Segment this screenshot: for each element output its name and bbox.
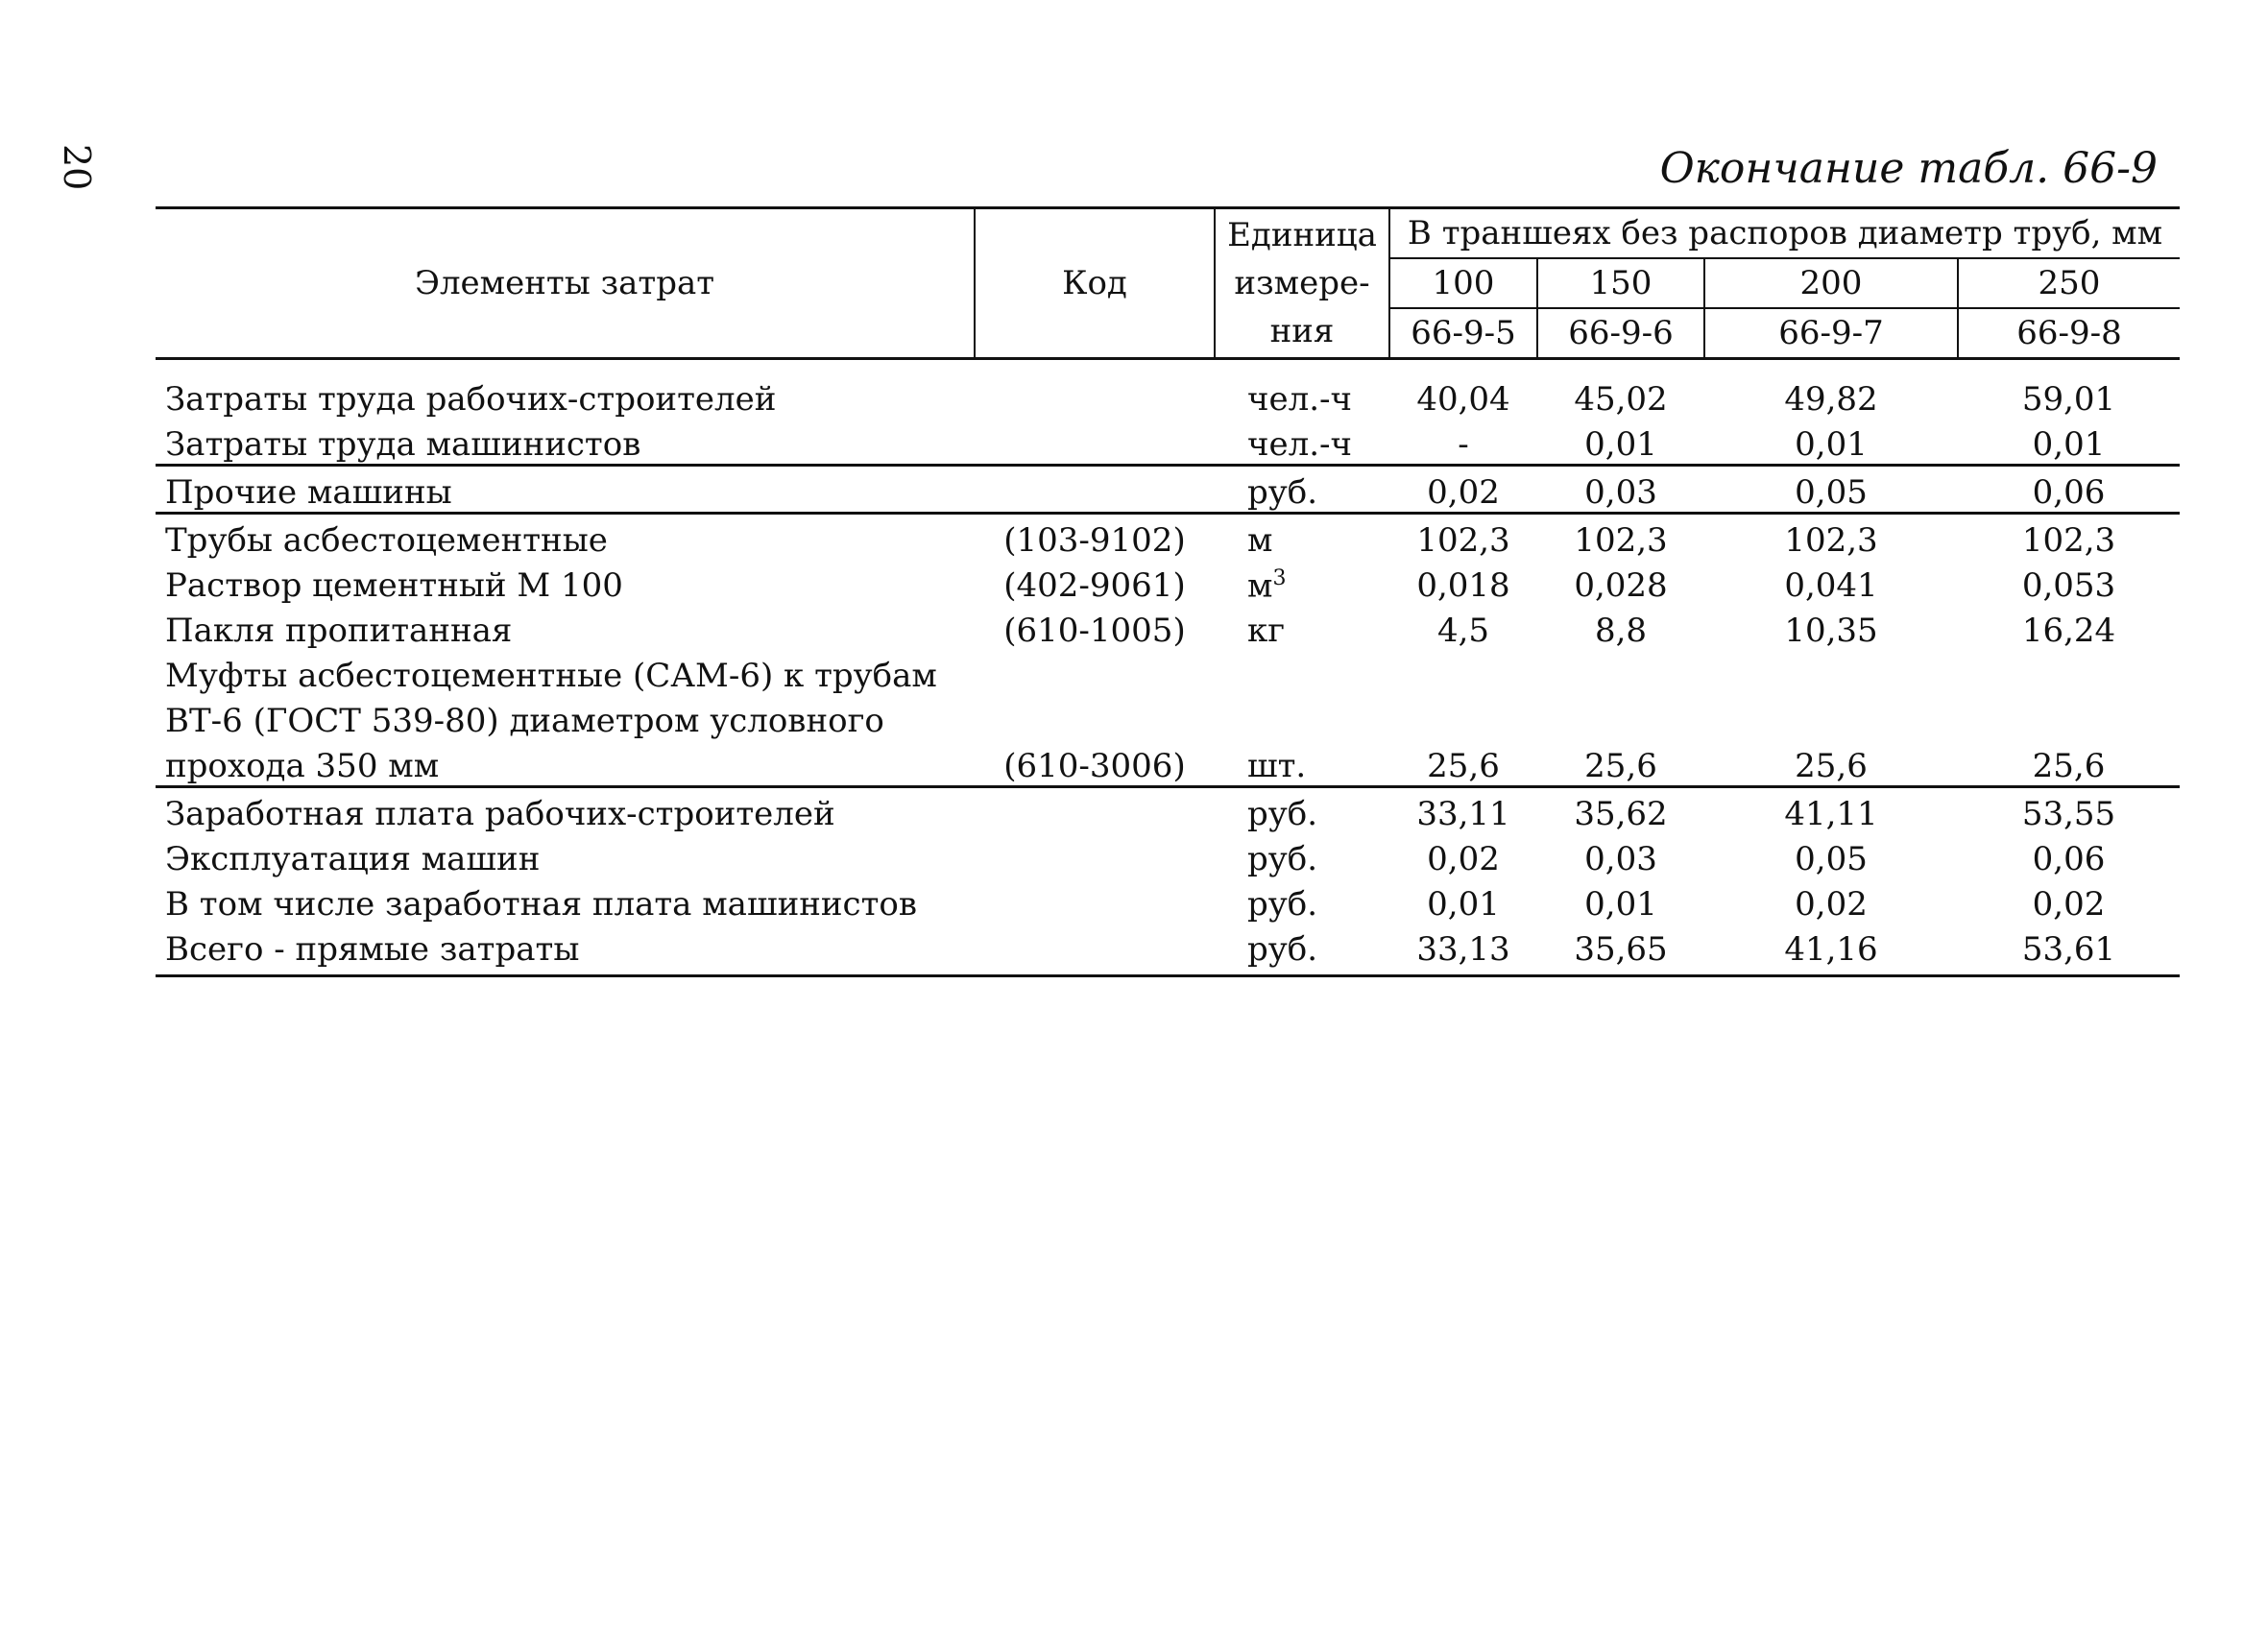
row-code: (402-9061) [1003, 566, 1186, 605]
row-value: 0,03 [1584, 840, 1657, 878]
row-code [975, 419, 1215, 466]
header-norm-code: 66-9-8 [1958, 308, 2180, 359]
row-value: 102,3 [2021, 521, 2116, 560]
row-value: 0,03 [1537, 466, 1704, 514]
row-name: Трубы асбестоцементные [165, 521, 608, 560]
row-value: 41,11 [1784, 795, 1878, 833]
row-code [975, 878, 1215, 924]
row-value: 0,041 [1784, 566, 1878, 605]
header-diameter: 100 [1389, 258, 1537, 308]
row-value: 33,13 [1389, 924, 1537, 976]
table-row [156, 514, 2180, 561]
row-value: 16,24 [2021, 612, 2116, 650]
row-value: 0,05 [1795, 840, 1868, 878]
row-name: Затраты труда машинистов [156, 419, 975, 466]
row-unit: руб. [1247, 840, 1318, 878]
row-name-line: Муфты асбестоцементные (САМ-6) к трубам [165, 657, 937, 695]
row-value: 0,02 [1427, 840, 1500, 878]
row-unit: руб. [1247, 795, 1318, 833]
unit-superscript: 3 [1272, 565, 1287, 590]
row-unit: чел.-ч [1247, 380, 1352, 419]
row-value: 53,55 [2021, 795, 2116, 833]
header-elements: Элементы затрат [156, 208, 975, 359]
row-value: 45,02 [1574, 380, 1668, 419]
row-unit: кг [1247, 612, 1286, 650]
row-code [975, 373, 1215, 419]
row-code [975, 466, 1215, 514]
table-row [156, 605, 2180, 650]
row-value: 0,01 [1958, 419, 2180, 466]
row-value: 33,11 [1416, 795, 1510, 833]
row-value: 0,05 [1704, 466, 1958, 514]
table-row [156, 924, 2180, 976]
row-value: 4,5 [1436, 612, 1490, 650]
row-name: Прочие машины [156, 466, 975, 514]
row-value: 102,3 [1416, 521, 1510, 560]
row-unit: руб. [1215, 924, 1389, 976]
row-name-line: прохода 350 мм [156, 740, 975, 787]
row-value: 0,01 [1584, 885, 1657, 924]
table-row [156, 466, 2180, 514]
cost-table [156, 206, 2180, 977]
row-value: 0,018 [1416, 566, 1510, 605]
row-value: 0,06 [1958, 466, 2180, 514]
table-row [156, 787, 2180, 834]
row-value: 0,02 [1389, 466, 1537, 514]
row-code: (610-3006) [975, 740, 1215, 787]
row-unit: м [1247, 521, 1273, 560]
row-code: (610-1005) [1003, 612, 1186, 650]
row-value: 49,82 [1784, 380, 1878, 419]
row-unit: чел.-ч [1215, 419, 1389, 466]
row-value: 35,62 [1574, 795, 1668, 833]
header-unit-line: ния [1269, 312, 1335, 350]
row-name: Затраты труда рабочих-строителей [165, 380, 777, 419]
row-value: 59,01 [2021, 380, 2116, 419]
page-number: 20 [56, 144, 98, 191]
header-code: Код [975, 208, 1215, 359]
row-value: 0,028 [1574, 566, 1668, 605]
row-code [975, 833, 1215, 878]
header-diameter: 200 [1704, 258, 1958, 308]
table-row [156, 878, 2180, 924]
table-row-continued [156, 695, 2180, 740]
table-caption: Окончание табл. 66-9 [1659, 144, 2158, 193]
row-value: 35,65 [1537, 924, 1704, 976]
row-value: 0,01 [1427, 885, 1500, 924]
header-norm-code: 66-9-6 [1537, 308, 1704, 359]
row-value: 25,6 [1704, 740, 1958, 787]
table-row-continued [156, 650, 2180, 695]
row-unit: руб. [1247, 885, 1318, 924]
row-name: Заработная плата рабочих-строителей [165, 795, 835, 833]
row-unit: руб. [1215, 466, 1389, 514]
header-unit-line: Единица [1227, 216, 1377, 254]
table-row [156, 419, 2180, 466]
unit-text: м [1247, 566, 1273, 605]
table-row [156, 560, 2180, 605]
row-value: 10,35 [1784, 612, 1878, 650]
row-name: Эксплуатация машин [165, 840, 541, 878]
row-name: В том числе заработная плата машинистов [165, 885, 918, 924]
row-value: 8,8 [1594, 612, 1648, 650]
header-unit-line: измере- [1234, 264, 1370, 302]
row-unit: шт. [1215, 740, 1389, 787]
header-norm-code: 66-9-5 [1389, 308, 1537, 359]
row-value: 25,6 [1389, 740, 1537, 787]
row-value: 102,3 [1574, 521, 1668, 560]
row-value: 53,61 [1958, 924, 2180, 976]
row-value: 25,6 [1537, 740, 1704, 787]
row-name-line: ВТ-6 (ГОСТ 539-80) диаметром условного [165, 702, 884, 740]
row-name: Пакля пропитанная [165, 612, 513, 650]
table-row [156, 740, 2180, 787]
row-name: Раствор цементный М 100 [165, 566, 623, 605]
row-code [975, 924, 1215, 976]
header-diameter: 250 [1958, 258, 2180, 308]
header-group: В траншеях без распоров диаметр труб, мм [1389, 208, 2180, 259]
header-norm-code: 66-9-7 [1704, 308, 1958, 359]
row-value: 102,3 [1784, 521, 1878, 560]
row-value: - [1389, 419, 1537, 466]
table-row [156, 833, 2180, 878]
row-code: (103-9102) [1003, 521, 1186, 560]
row-value: 0,01 [1704, 419, 1958, 466]
row-value: 0,06 [2032, 840, 2106, 878]
row-value: 0,053 [2021, 566, 2116, 605]
row-value: 41,16 [1704, 924, 1958, 976]
row-unit [1215, 560, 1389, 605]
header-unit [1215, 208, 1389, 359]
table-row [156, 373, 2180, 419]
row-value: 40,04 [1416, 380, 1510, 419]
row-value: 0,02 [1795, 885, 1868, 924]
row-value: 0,01 [1537, 419, 1704, 466]
row-value: 25,6 [1958, 740, 2180, 787]
header-diameter: 150 [1537, 258, 1704, 308]
row-value: 0,02 [2032, 885, 2106, 924]
row-code [975, 787, 1215, 834]
row-name: Всего - прямые затраты [156, 924, 975, 976]
